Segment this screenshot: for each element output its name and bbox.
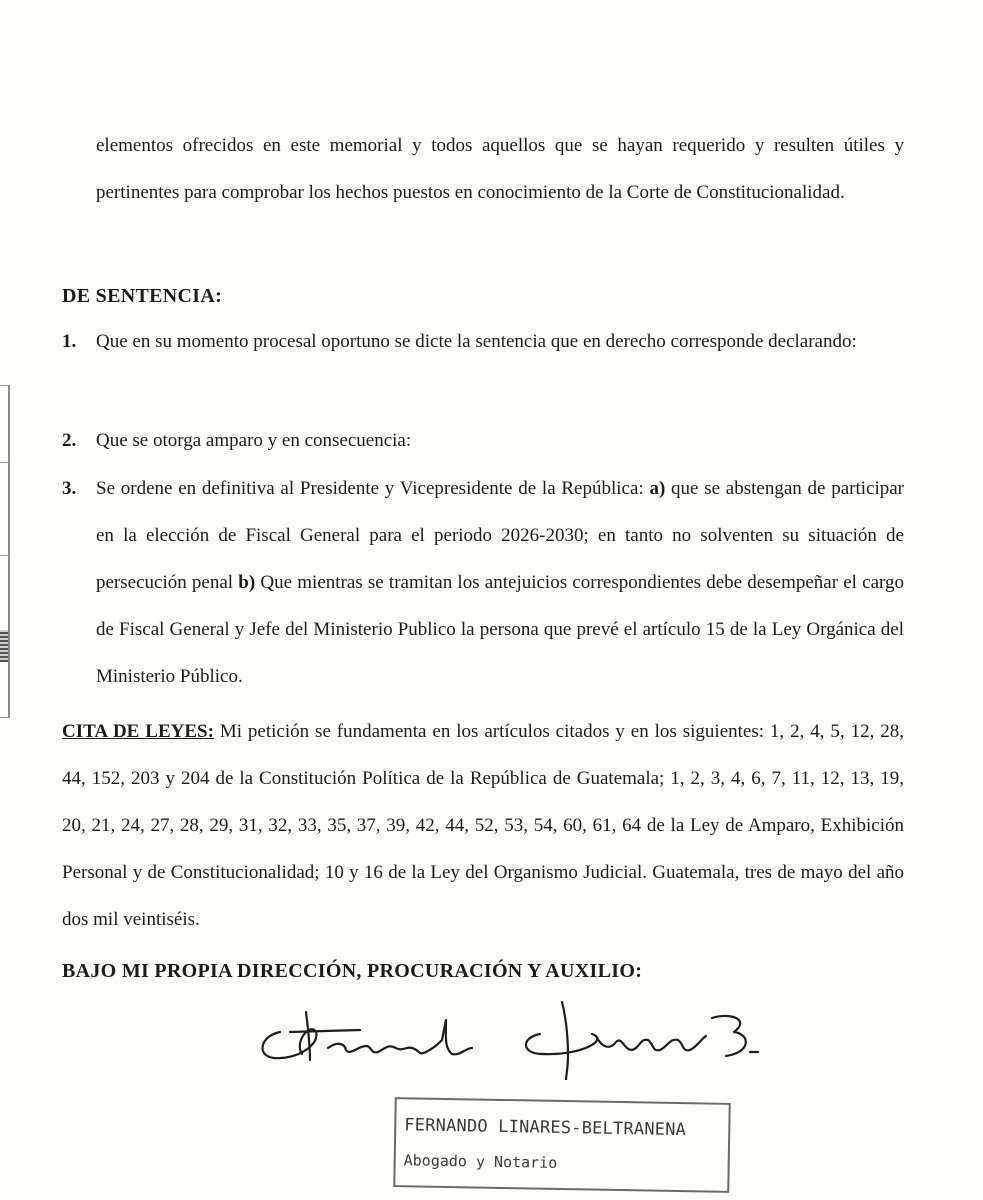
scan-edge-tick: [0, 555, 10, 556]
lawyer-stamp: [393, 1097, 731, 1193]
list-text: Que se otorga amparo y en consecuencia:: [96, 430, 412, 451]
scan-edge-artifact: [0, 630, 8, 662]
list-sub-label-b: b): [238, 572, 256, 593]
list-text-part-2: que se abstengan de participar en la elección de Fiscal General para el periodo 2026-2030; en tanto no solventen su situación de persecución penal: [96, 478, 904, 593]
list-text-part-1: Se ordene en definitiva al Presidente y Vicepresidente de la República:: [96, 478, 644, 499]
list-item-1: [62, 318, 904, 365]
list-text-part-3: Que mientras se tramitan los antejuicios correspondientes debe desempeñar el cargo de Fiscal General y Jefe del Ministerio Publico la persona que prevé el artículo 15 de la Ley Orgánica del Ministerio Público.: [96, 572, 905, 687]
scan-edge-line: [8, 385, 10, 718]
list-sub-label-a: a): [649, 478, 666, 499]
list-item-3: [62, 465, 904, 700]
scan-edge-tick: [0, 717, 10, 718]
heading-de-sentencia: DE SENTENCIA:: [62, 285, 223, 307]
list-number: 1.: [62, 331, 77, 352]
list-number: 3.: [62, 478, 77, 499]
list-text: [96, 465, 904, 700]
handwritten-signature: [250, 990, 790, 1080]
list-item-2: [62, 417, 904, 464]
list-number: 2.: [62, 430, 77, 451]
cita-de-leyes: [62, 708, 904, 943]
closing-date: Guatemala, tres de mayo del año dos mil veintiséis.: [62, 862, 905, 930]
cita-text: Mi petición se fundamenta en los artículos citados y en los siguientes: 1, 2, 4, 5, 12, 28, 44, 152, 203 y 204 de la Constitución Política de la República de Guatemala; 1, 2, 3, 4, 6, 7, 11, 12, 13, 19, 20, 21, 24, 27, 28, 29, 31, 32, 33, 35, 37, 39, 42, 44, 52, 53, 54, 60, 61, 64 de la Ley de Amparo, Exhibición Personal y de Constitucionalidad; 10 y 16 de la Ley del Organismo Judicial.: [62, 721, 904, 883]
scan-edge-tick: [0, 462, 10, 463]
stamp-role: Abogado y Notario: [403, 1151, 558, 1172]
heading-direccion: BAJO MI PROPIA DIRECCIÓN, PROCURACIÓN Y AUXILIO:: [62, 960, 643, 982]
cita-label: CITA DE LEYES:: [62, 721, 214, 742]
scan-edge-tick: [0, 385, 10, 386]
list-text: Que en su momento procesal oportuno se dicte la sentencia que en derecho corresponde declarando:: [96, 331, 857, 352]
paragraph-continuation: elementos ofrecidos en este memorial y todos aquellos que se hayan requerido y resulten útiles y pertinentes para comprobar los hechos puestos en conocimiento de la Corte de Constitucionalidad.: [96, 135, 904, 203]
stamp-name: FERNANDO LINARES-BELTRANENA: [404, 1115, 687, 1141]
